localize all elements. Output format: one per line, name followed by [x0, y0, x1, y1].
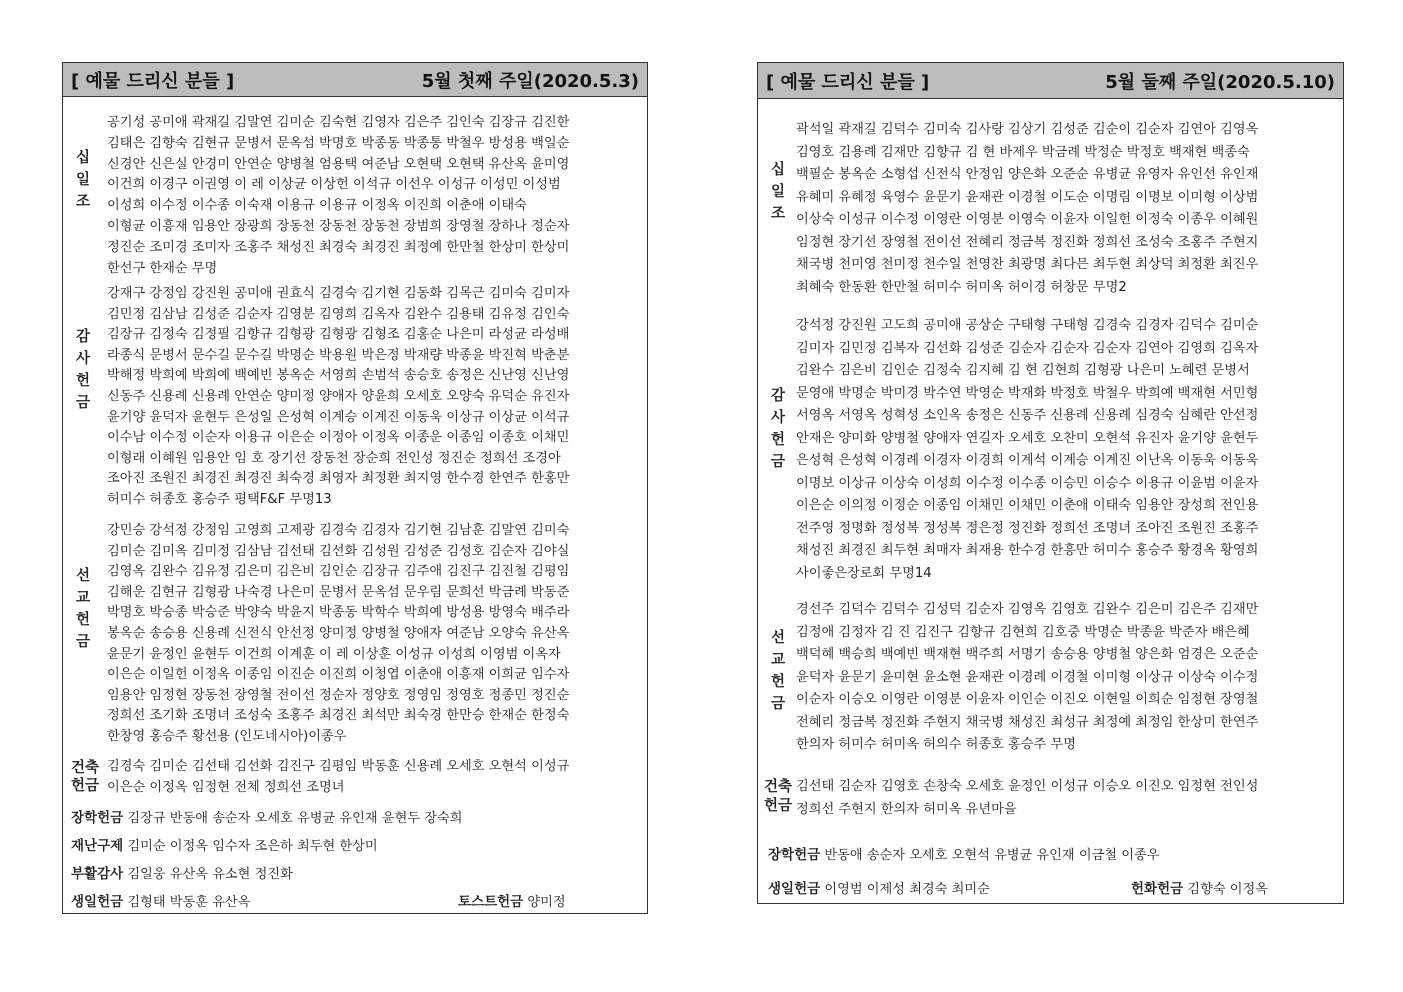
- building-offering-label: 건축 헌금: [763, 779, 792, 814]
- relief-offering-row: [71, 834, 378, 854]
- relief-offering-names: 김미순 이정옥 임수자 조은하 최두현 한상미: [127, 839, 378, 854]
- name-line: 김장규 김정숙 김정필 김향규 김형광 김형광 김형조 김홍순 나은미 라성균 라성배: [107, 327, 570, 343]
- birthday-offering-row: [71, 890, 250, 910]
- name-line: 이형균 이흥재 임용안 장광희 장동천 장동천 장동천 장범희 장영철 장하나 정순자: [107, 218, 570, 234]
- panel-header: [758, 63, 1343, 99]
- name-line: 조아진 조원진 최경진 최경진 최숙경 최영자 최정환 최지영 한수경 한연주 한홍만: [107, 471, 570, 487]
- birthday-offering-row: [768, 877, 990, 897]
- name-line: 이수남 이수정 이순자 이용규 이은순 이정아 이정옥 이종운 이종임 이종호 이채민: [107, 430, 570, 446]
- name-line: 김정애 김정자 김 진 김진구 김향규 김현희 김호중 박명순 박종윤 박준자 배은혜: [796, 624, 1250, 640]
- name-line: 김미자 김민정 김복자 김선화 김성준 김순자 김순자 김순자 김연아 김영희 김옥자: [796, 340, 1259, 356]
- toast-offering-row: [458, 890, 566, 910]
- name-line: 정희선 주현지 한의자 허미옥 유년마을: [796, 801, 1017, 817]
- scholarship-offering-row: [768, 843, 1159, 863]
- name-line: 임정현 장기선 장영철 전이선 전혜리 정금복 정진화 정희선 조성숙 조홍주 주현지: [796, 234, 1259, 250]
- building-offering-names: [796, 776, 1258, 821]
- name-line: 김선태 김순자 김영호 손창숙 오세호 윤정인 이성규 이승오 이진오 임정현 전인성: [796, 779, 1259, 794]
- thanks-offering-names: [796, 315, 1258, 585]
- name-line: 박명호 박승종 박승준 박양숙 박윤지 박종동 박학수 박희예 방성용 방영숙 배주라: [107, 605, 570, 621]
- name-line: 채성진 최경진 최두현 최매자 최재용 한수경 한흥만 허미수 홍승주 황경옥 황영희: [796, 543, 1259, 558]
- name-line: 은성혁 은성혁 이경례 이경자 이경희 이계석 이계승 이계진 이난옥 이동욱 이동욱: [796, 453, 1259, 468]
- name-line: 전주영 정명화 정성복 정성복 정은정 정진화 정희선 조명녀 조아진 조원진 조홍주: [796, 520, 1259, 536]
- birthday-offering-label: 생일헌금: [71, 894, 124, 910]
- scholarship-offering-names: 김장규 반동애 송순자 오세호 유병균 유인재 윤현두 장숙희: [127, 811, 463, 826]
- name-line: 김해운 김현규 김형광 나숙경 나은미 문병서 문옥섬 문우림 문희선 박금례 박동준: [107, 584, 570, 600]
- name-line: 강재구 강정임 강진원 공미애 권효식 김경숙 김기현 김동화 김목근 김미숙 김미자: [107, 286, 570, 301]
- building-offering-names: [107, 757, 569, 798]
- mission-offering-names: [796, 599, 1258, 757]
- name-line: 이형래 이혜원 임용안 임 호 장기선 장동천 장순희 전인성 정진순 정희선 조경아: [107, 450, 561, 466]
- name-line: 윤덕자 윤문기 윤미현 윤소현 윤재관 이경례 이경철 이미형 이상규 이상숙 이수정: [796, 669, 1259, 685]
- name-line: 한선구 한재순 무명: [107, 260, 218, 276]
- easter-offering-names: 김일웅 유산옥 유소현 정진화: [127, 867, 293, 882]
- name-line: 이은순 이의정 이정순 이종임 이채민 이채민 이춘애 이태숙 임용안 장성희 전인용: [796, 498, 1259, 513]
- name-line: 라종식 문병서 문수길 문수길 박명순 박용원 박은정 박재량 박종윤 박진혁 박춘분: [107, 347, 570, 363]
- panel-title: [ 예물 드리신 분들 ]: [71, 70, 235, 92]
- name-line: 이은순 이정옥 임정현 전체 정희선 조명녀: [107, 779, 345, 795]
- tithe-label: 십 일 조: [75, 150, 90, 210]
- panel-header: [63, 63, 647, 97]
- flower-offering-names: 김향숙 이정옥: [1187, 882, 1269, 897]
- scholarship-offering-label: 장학헌금: [768, 847, 821, 863]
- name-line: 최혜숙 한동환 한만철 허미수 허미옥 허이경 허창문 무명2: [796, 279, 1127, 295]
- mission-offering-section: [63, 521, 649, 751]
- toast-offering-label: 토스트헌금: [458, 894, 524, 910]
- scholarship-offering-row: [71, 806, 462, 826]
- tithe-section: [758, 119, 1345, 304]
- tithe-label: 십 일 조: [770, 162, 785, 222]
- name-line: 김태은 김향숙 김현규 문병서 문옥섬 박명호 박종동 박종통 박철우 방성용 백일순: [107, 135, 570, 151]
- scholarship-offering-names: 반동애 송순자 오세호 오현석 유병균 유인재 이금철 이종우: [824, 848, 1160, 863]
- panel-week-date: 5월 첫째 주일(2020.5.3): [421, 70, 639, 92]
- tithe-names: [796, 119, 1258, 299]
- name-line: 서영옥 서영옥 성혁성 소인옥 송정은 신동주 신용례 신용례 심경숙 심혜란 안선정: [796, 408, 1259, 423]
- name-line: 한창영 홍승주 황선용 (인도네시아)이종우: [107, 728, 347, 744]
- name-line: 윤문기 윤정인 윤현두 이건희 이계훈 이 레 이상훈 이성규 이성희 이영범 이옥자: [107, 646, 561, 662]
- name-line: 이상숙 이성규 이수정 이영란 이영분 이영숙 이윤자 이일헌 이정숙 이종우 이혜원: [796, 212, 1259, 227]
- name-line: 이건희 이경구 이권영 이 레 이상균 이상헌 이석규 이선우 이성규 이성민 이성범: [107, 177, 561, 193]
- panel-week-date: 5월 둘째 주일(2020.5.10): [1105, 71, 1335, 93]
- thanks-offering-label: 감 사 헌 금: [75, 329, 90, 411]
- thanks-offering-section: [63, 284, 649, 514]
- name-line: 사이좋은장로회 무명14: [796, 565, 932, 581]
- thanks-offering-names: [107, 284, 569, 511]
- tithe-names: [107, 113, 569, 279]
- name-line: 신경안 신은실 안경미 안연순 양병철 엄용택 여준남 오현택 오현택 유산옥 윤미영: [107, 156, 570, 172]
- name-line: 정진순 조미경 조미자 조홍주 채성진 최경숙 최경진 최정예 한만철 한상미 한상미: [107, 239, 570, 255]
- name-line: 공기성 공미애 곽재길 김말연 김미순 김숙현 김영자 김은주 김인숙 김장규 김진한: [107, 115, 570, 130]
- easter-offering-row: [71, 862, 293, 882]
- mission-offering-names: [107, 521, 569, 748]
- tithe-section: [63, 113, 649, 283]
- name-line: 경선주 김덕수 김덕수 김성덕 김순자 김영옥 김영호 김완수 김은미 김은주 김재만: [796, 602, 1259, 617]
- name-line: 정희선 조기화 조명녀 조성숙 조홍주 최경진 최석만 최숙경 한만승 한재순 한정숙: [107, 708, 570, 724]
- name-line: 김민정 김삼남 김성준 김순자 김영분 김영희 김옥자 김완수 김용태 김유정 김인숙: [107, 306, 570, 322]
- flower-offering-row: [1131, 877, 1268, 897]
- birthday-offering-label: 생일헌금: [768, 881, 821, 897]
- relief-offering-label: 재난구제: [71, 838, 124, 854]
- name-line: 문영애 박명순 박미경 박수연 박영순 박재화 박정호 박철우 박희예 백재현 서민형: [796, 385, 1259, 401]
- name-line: 이성희 이수정 이수종 이숙재 이용규 이용규 이정옥 이진희 이춘애 이태숙: [107, 198, 527, 214]
- name-line: 곽석일 곽재길 김덕수 김미숙 김사랑 김상기 김성준 김순이 김순자 김연아 김영옥: [796, 122, 1259, 137]
- offering-list-panel-week2: [757, 62, 1344, 904]
- name-line: 신동주 신용례 신용례 안연순 양미정 양애자 양윤희 오세호 오양숙 유덕순 유진자: [107, 388, 570, 404]
- name-line: 윤기양 윤덕자 윤현두 은성일 은성혁 이계승 이계진 이동욱 이상규 이상균 이석규: [107, 409, 570, 425]
- name-line: 김영호 김용례 김재만 김향규 김 현 바제우 박금례 박정순 박정호 백재현 백종숙: [796, 144, 1250, 160]
- panel-title: [ 예물 드리신 분들 ]: [766, 71, 930, 93]
- thanks-offering-label: 감 사 헌 금: [770, 388, 785, 470]
- name-line: 이순자 이승오 이영란 이영분 이윤자 이인순 이진오 이현일 이희순 임정현 장영철: [796, 692, 1259, 707]
- name-line: 전혜리 정금복 정진화 주현지 채국병 채성진 최성규 최정예 최정임 한상미 한연주: [796, 714, 1259, 730]
- easter-offering-label: 부활감사: [71, 866, 124, 882]
- name-line: 백덕혜 백승희 백예빈 백재현 백주희 서명기 송승용 양병철 양은화 엄경은 오준순: [796, 647, 1259, 662]
- name-line: 강민승 강석정 강정임 고영희 고제광 김경숙 김경자 김기현 김남훈 김말연 김미숙: [107, 523, 570, 538]
- mission-offering-section: [758, 599, 1345, 759]
- name-line: 김영옥 김완수 김유정 김은미 김은비 김인순 김장규 김주애 김진구 김진철 김평임: [107, 564, 570, 580]
- name-line: 박해정 박희예 박희예 백예빈 봉옥순 서영희 손범석 송승호 송정은 신난영 신난영: [107, 368, 570, 384]
- offering-list-panel-week1: [62, 62, 648, 914]
- building-offering-section: [63, 757, 649, 801]
- name-line: 유혜미 유혜정 육영수 윤문기 윤재관 이경철 이도순 이명림 이명보 이미형 이상범: [796, 189, 1259, 205]
- name-line: 임용안 임정현 장동천 장영철 전이선 정순자 정양호 정영임 정영호 정종민 정진순: [107, 687, 570, 703]
- mission-offering-label: 선 교 헌 금: [75, 568, 90, 650]
- birthday-offering-names: 이영범 이제성 최경숙 최미순: [824, 882, 990, 897]
- building-offering-label: 건축 헌금: [70, 760, 99, 794]
- birthday-offering-names: 김형태 박동훈 유산옥: [127, 895, 251, 910]
- name-line: 봉옥순 송승용 신용례 신전식 안선정 양미정 양병철 양애자 여준남 오양숙 유산옥: [107, 625, 570, 641]
- thanks-offering-section: [758, 315, 1345, 590]
- flower-offering-label: 헌화헌금: [1131, 881, 1184, 897]
- name-line: 김경숙 김미순 김선태 김선화 김진구 김평임 박동훈 신용례 오세호 오현석 이성규: [107, 759, 570, 774]
- toast-offering-names: 양미정: [527, 895, 566, 910]
- name-line: 백필순 봉옥순 소형섭 신전식 안정임 양은화 오준순 유병균 유영자 유인선 유인재: [796, 167, 1259, 182]
- name-line: 김미순 김미옥 김미정 김삼남 김선태 김선화 김성원 김성준 김성호 김순자 김야실: [107, 543, 570, 559]
- name-line: 이명보 이상규 이상숙 이성희 이수정 이수종 이승민 이승수 이용규 이윤범 이윤자: [796, 475, 1259, 491]
- name-line: 허미수 허종호 홍승주 평택F&F 무명13: [107, 491, 332, 507]
- name-line: 한의자 허미수 허미옥 허의수 허종호 홍승주 무명: [796, 737, 1076, 752]
- name-line: 채국병 천미영 천미정 천수일 천영찬 최광명 최다믄 최두현 최상덕 최정환 최진우: [796, 257, 1259, 272]
- name-line: 강석정 강진원 고도희 공미애 공상순 구태형 구태형 김경숙 김경자 김덕수 김미순: [796, 318, 1259, 333]
- name-line: 안재은 양미화 양병철 양애자 연길자 오세호 오찬미 오현석 유진자 윤기양 윤현두: [796, 430, 1259, 446]
- building-offering-section: [758, 776, 1345, 822]
- mission-offering-label: 선 교 헌 금: [770, 630, 785, 712]
- scholarship-offering-label: 장학헌금: [71, 810, 124, 826]
- name-line: 김완수 김은비 김인순 김정숙 김지혜 김 현 김현희 김형광 나은미 노혜련 문병서: [796, 363, 1250, 378]
- name-line: 이은순 이일헌 이정옥 이종임 이진순 이진희 이청엽 이춘애 이흥재 이희균 임수자: [107, 667, 570, 683]
